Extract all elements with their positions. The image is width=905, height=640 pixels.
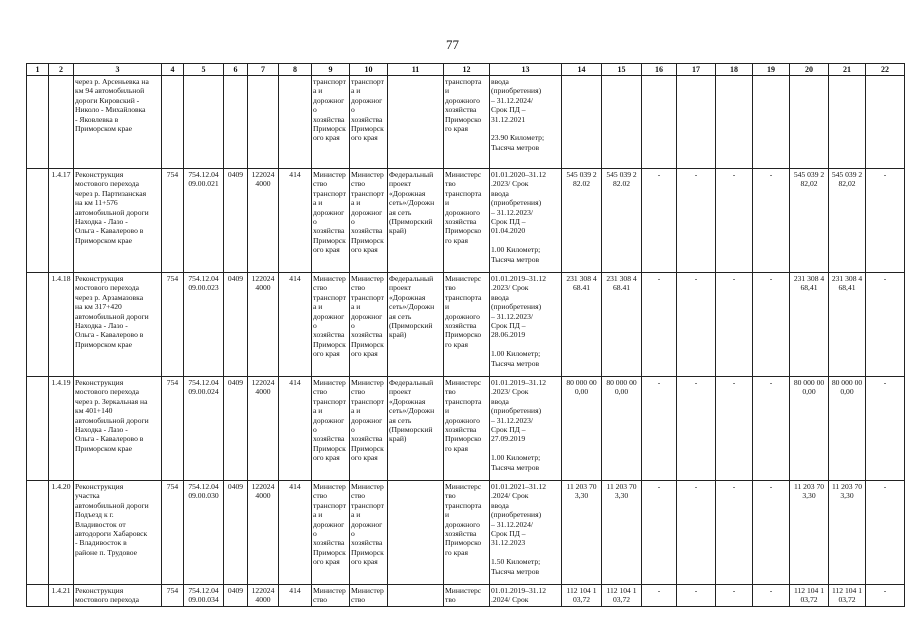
cell-col-3: Реконструкция мостового перехода (74, 585, 162, 607)
cell-col-15: 545 039 2 82.02 (602, 169, 642, 273)
cell-col-20 (790, 76, 829, 169)
cell-col-19: - (753, 377, 790, 481)
cell-col-17: - (677, 585, 716, 607)
column-number-16: 16 (642, 64, 677, 76)
cell-col-11 (388, 76, 444, 169)
cell-col-11: Федеральный проект «Дорожная сеть»/Дорожн ая сеть (Приморский край) (388, 377, 444, 481)
cell-col-15: 80 000 00 0,00 (602, 377, 642, 481)
cell-col-10: Министер ство транспорт а и дорожног о хозяйства Приморск ого края (350, 377, 388, 481)
cell-col-18: - (716, 585, 753, 607)
cell-col-7: 122024 4000 (248, 377, 279, 481)
cell-col-14: 231 308 4 68.41 (562, 273, 602, 377)
cell-col-17: - (677, 377, 716, 481)
cell-col-4: 754 (162, 481, 184, 585)
cell-col-1 (27, 481, 49, 585)
cell-col-8 (279, 76, 312, 169)
column-number-row (27, 64, 905, 76)
cell-col-17 (677, 76, 716, 169)
cell-col-9: Министер ство транспорт а и дорожног о хозяйства Приморск ого края (312, 273, 350, 377)
column-number-10: 10 (350, 64, 388, 76)
cell-col-13: ввода (приобретения) – 31.12.2024/ Срок ПД – 31.12.2021 23.90 Километр; Тысяча метров (490, 76, 562, 169)
cell-col-8: 414 (279, 169, 312, 273)
cell-col-18: - (716, 169, 753, 273)
cell-col-21: 231 308 4 68,41 (829, 273, 866, 377)
cell-col-19: - (753, 585, 790, 607)
table-row (27, 169, 905, 273)
cell-col-1 (27, 377, 49, 481)
cell-col-12: Министерс тво транспорта и дорожного хозяйства Приморско го края (444, 273, 490, 377)
cell-col-12: Министерс тво транспорта и дорожного хозяйства Приморско го края (444, 481, 490, 585)
cell-col-3: через р. Арсеньевка на км 94 автомобильной дороги Кировский - Николо - Михайловка - Яковлевка в Приморском крае (74, 76, 162, 169)
table-row (27, 585, 905, 607)
cell-col-15: 112 104 1 03,72 (602, 585, 642, 607)
column-number-1: 1 (27, 64, 49, 76)
cell-col-14 (562, 76, 602, 169)
cell-col-4: 754 (162, 377, 184, 481)
column-number-15: 15 (602, 64, 642, 76)
column-number-19: 19 (753, 64, 790, 76)
cell-col-18 (716, 76, 753, 169)
column-number-20: 20 (790, 64, 829, 76)
cell-col-1 (27, 273, 49, 377)
cell-col-22: - (866, 377, 905, 481)
cell-col-15 (602, 76, 642, 169)
cell-col-6: 0409 (224, 481, 248, 585)
cell-col-5: 754.12.04 09.00.023 (184, 273, 224, 377)
cell-col-17: - (677, 481, 716, 585)
cell-col-18: - (716, 377, 753, 481)
cell-col-7: 122024 4000 (248, 273, 279, 377)
cell-col-6: 0409 (224, 273, 248, 377)
table-row (27, 481, 905, 585)
cell-col-18: - (716, 273, 753, 377)
cell-col-12: Министерс тво транспорта и дорожного хозяйства Приморско го края (444, 377, 490, 481)
cell-col-21: 80 000 00 0,00 (829, 377, 866, 481)
cell-col-16 (642, 76, 677, 169)
cell-col-10: Министер ство транспорт а и дорожног о хозяйства Приморск ого края (350, 481, 388, 585)
column-number-9: 9 (312, 64, 350, 76)
cell-col-8: 414 (279, 585, 312, 607)
cell-col-9: Министер ство транспорт а и дорожног о хозяйства Приморск ого края (312, 169, 350, 273)
cell-col-20: 545 039 2 82,02 (790, 169, 829, 273)
column-number-13: 13 (490, 64, 562, 76)
cell-col-12: Министерс тво транспорта и дорожного хозяйства Приморско го края (444, 169, 490, 273)
cell-col-11: Федеральный проект «Дорожная сеть»/Дорожн ая сеть (Приморский край) (388, 169, 444, 273)
cell-col-6: 0409 (224, 377, 248, 481)
cell-col-6: 0409 (224, 585, 248, 607)
column-number-17: 17 (677, 64, 716, 76)
cell-col-19: - (753, 169, 790, 273)
cell-col-11: Федеральный проект «Дорожная сеть»/Дорожн ая сеть (Приморский край) (388, 273, 444, 377)
cell-col-5: 754.12.04 09.00.030 (184, 481, 224, 585)
cell-col-21 (829, 76, 866, 169)
page-number: 77 (446, 37, 459, 52)
cell-col-11 (388, 585, 444, 607)
column-number-3: 3 (74, 64, 162, 76)
cell-col-2: 1.4.18 (49, 273, 74, 377)
cell-col-13: 01.01.2020–31.12 .2023/ Срок ввода (приобретения) – 31.12.2023/ Срок ПД – 01.04.2020 1.00 Километр; Тысяча метров (490, 169, 562, 273)
cell-col-19: - (753, 273, 790, 377)
column-number-4: 4 (162, 64, 184, 76)
column-number-8: 8 (279, 64, 312, 76)
cell-col-14: 11 203 70 3,30 (562, 481, 602, 585)
cell-col-22 (866, 76, 905, 169)
cell-col-17: - (677, 273, 716, 377)
column-number-5: 5 (184, 64, 224, 76)
table-row (27, 273, 905, 377)
column-number-6: 6 (224, 64, 248, 76)
cell-col-20: 112 104 1 03,72 (790, 585, 829, 607)
cell-col-22: - (866, 481, 905, 585)
cell-col-22: - (866, 273, 905, 377)
cell-col-5: 754.12.04 09.00.021 (184, 169, 224, 273)
cell-col-10: транспорт а и дорожног о хозяйства Приморск ого края (350, 76, 388, 169)
cell-col-5: 754.12.04 09.00.024 (184, 377, 224, 481)
cell-col-16: - (642, 169, 677, 273)
cell-col-9: Министер ство транспорт а и дорожног о хозяйства Приморск ого края (312, 377, 350, 481)
cell-col-9: Министер ство транспорт а и дорожног о хозяйства Приморск ого края (312, 481, 350, 585)
cell-col-19 (753, 76, 790, 169)
cell-col-17: - (677, 169, 716, 273)
cell-col-22: - (866, 585, 905, 607)
cell-col-3: Реконструкция участка автомобильной дороги Подъезд к г. Владивосток от автодороги Хабаровск - Владивосток в районе п. Трудовое (74, 481, 162, 585)
column-number-22: 22 (866, 64, 905, 76)
column-number-7: 7 (248, 64, 279, 76)
cell-col-14: 112 104 1 03,72 (562, 585, 602, 607)
cell-col-7: 122024 4000 (248, 169, 279, 273)
cell-col-21: 112 104 1 03,72 (829, 585, 866, 607)
cell-col-20: 231 308 4 68,41 (790, 273, 829, 377)
cell-col-22: - (866, 169, 905, 273)
cell-col-2: 1.4.21 (49, 585, 74, 607)
cell-col-13: 01.01.2019–31.12 .2024/ Срок (490, 585, 562, 607)
cell-col-18: - (716, 481, 753, 585)
cell-col-16: - (642, 585, 677, 607)
cell-col-12: Министерс тво (444, 585, 490, 607)
cell-col-9: транспорт а и дорожног о хозяйства Приморск ого края (312, 76, 350, 169)
cell-col-14: 80 000 00 0,00 (562, 377, 602, 481)
table-row (27, 76, 905, 169)
cell-col-13: 01.01.2019–31.12 .2023/ Срок ввода (приобретения) – 31.12.2023/ Срок ПД – 27.09.2019 1.00 Километр; Тысяча метров (490, 377, 562, 481)
cell-col-1 (27, 585, 49, 607)
cell-col-21: 545 039 2 82,02 (829, 169, 866, 273)
cell-col-7 (248, 76, 279, 169)
cell-col-11 (388, 481, 444, 585)
cell-col-8: 414 (279, 273, 312, 377)
column-number-18: 18 (716, 64, 753, 76)
cell-col-16: - (642, 377, 677, 481)
cell-col-2: 1.4.20 (49, 481, 74, 585)
cell-col-20: 11 203 70 3,30 (790, 481, 829, 585)
cell-col-5: 754.12.04 09.00.034 (184, 585, 224, 607)
cell-col-12: транспорта и дорожного хозяйства Приморско го края (444, 76, 490, 169)
cell-col-10: Министер ство транспорт а и дорожног о хозяйства Приморск ого края (350, 273, 388, 377)
cell-col-7: 122024 4000 (248, 585, 279, 607)
cell-col-5 (184, 76, 224, 169)
budget-table (26, 63, 905, 607)
cell-col-8: 414 (279, 377, 312, 481)
cell-col-2 (49, 76, 74, 169)
cell-col-19: - (753, 481, 790, 585)
cell-col-3: Реконструкция мостового перехода через р. Арзамазовка на км 317+420 автомобильной дороги Находка - Лазо - Ольга - Кавалерово в Приморском крае (74, 273, 162, 377)
cell-col-15: 11 203 70 3,30 (602, 481, 642, 585)
cell-col-9: Министер ство (312, 585, 350, 607)
cell-col-6 (224, 76, 248, 169)
cell-col-4: 754 (162, 273, 184, 377)
cell-col-16: - (642, 481, 677, 585)
cell-col-7: 122024 4000 (248, 481, 279, 585)
cell-col-4: 754 (162, 585, 184, 607)
column-number-21: 21 (829, 64, 866, 76)
column-number-2: 2 (49, 64, 74, 76)
cell-col-20: 80 000 00 0,00 (790, 377, 829, 481)
cell-col-1 (27, 76, 49, 169)
column-number-11: 11 (388, 64, 444, 76)
cell-col-2: 1.4.17 (49, 169, 74, 273)
cell-col-3: Реконструкция мостового перехода через р. Зеркальная на км 401+140 автомобильной дороги Находка - Лазо - Ольга - Кавалерово в Приморском крае (74, 377, 162, 481)
cell-col-21: 11 203 70 3,30 (829, 481, 866, 585)
cell-col-2: 1.4.19 (49, 377, 74, 481)
cell-col-1 (27, 169, 49, 273)
cell-col-15: 231 308 4 68.41 (602, 273, 642, 377)
cell-col-13: 01.01.2019–31.12 .2023/ Срок ввода (приобретения) – 31.12.2023/ Срок ПД – 28.06.2019 1.00 Километр; Тысяча метров (490, 273, 562, 377)
cell-col-6: 0409 (224, 169, 248, 273)
cell-col-8: 414 (279, 481, 312, 585)
cell-col-10: Министер ство (350, 585, 388, 607)
table-row (27, 377, 905, 481)
cell-col-10: Министер ство транспорт а и дорожног о хозяйства Приморск ого края (350, 169, 388, 273)
cell-col-16: - (642, 273, 677, 377)
cell-col-14: 545 039 2 82.02 (562, 169, 602, 273)
column-number-14: 14 (562, 64, 602, 76)
cell-col-4: 754 (162, 169, 184, 273)
cell-col-3: Реконструкция мостового перехода через р. Партизанская на км 11+576 автомобильной дороги Находка - Лазо - Ольга - Кавалерово в Приморском крае (74, 169, 162, 273)
cell-col-4 (162, 76, 184, 169)
column-number-12: 12 (444, 64, 490, 76)
cell-col-13: 01.01.2021–31.12 .2024/ Срок ввода (приобретения) – 31.12.2024/ Срок ПД – 31.12.2023 1.50 Километр; Тысяча метров (490, 481, 562, 585)
